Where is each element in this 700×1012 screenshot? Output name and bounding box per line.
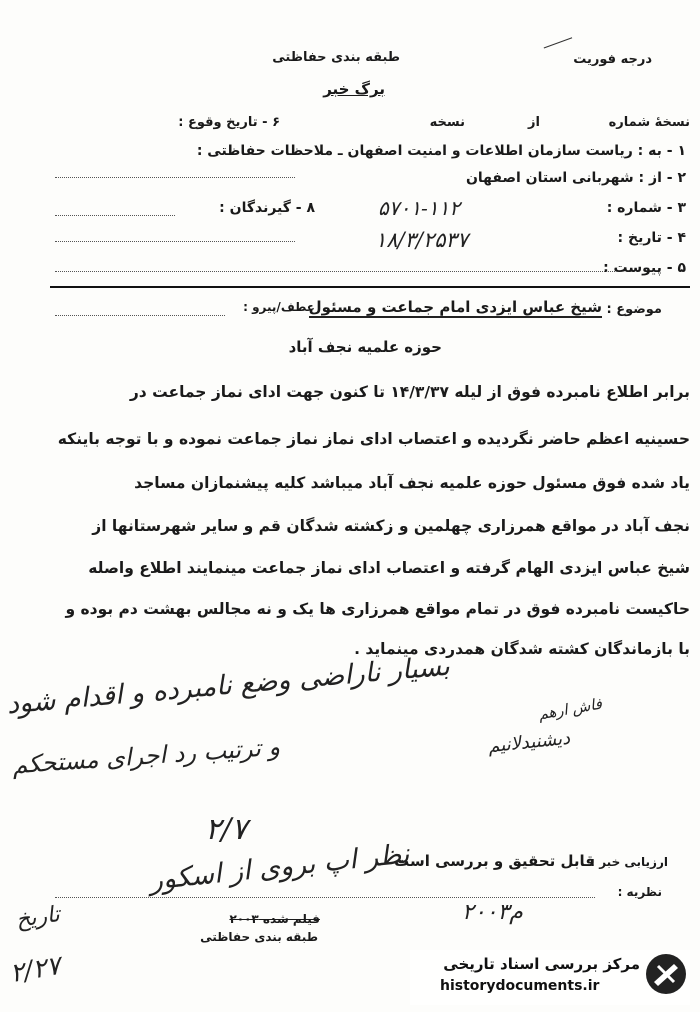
- subject-value: شیخ عباس ایزدی امام جماعت و مسئول: [308, 298, 602, 316]
- body-line-4: نجف آباد در مواقع همرزاری چهلمین و زکشته شدگان قم و سایر شهرستانها از: [92, 517, 690, 535]
- handwritten-date-mark: ۲/۲۷: [7, 950, 63, 990]
- handwritten-note-aside: فاش ارهم: [536, 694, 604, 724]
- watermark-url: historydocuments.ir: [440, 978, 600, 994]
- body-line-2: حسینیه اعظم حاضر نگردیده و اعتصاب ادای نماز نماز جماعت نموده و با توجه باینکه: [57, 430, 690, 448]
- priority-stroke: [544, 37, 577, 59]
- form-title: برگ خبر: [323, 80, 385, 98]
- watermark-org: مرکز بررسی اسناد تاریخی: [443, 955, 640, 973]
- body-line-6: حاکیست نامبرده فوق در تمام مواقع همرزاری ها یک و نه مجالس بهشت دم بوده و: [65, 600, 690, 618]
- field-number-value: ۵۷۰۱-۱۱۲: [378, 196, 460, 220]
- date-label-hand: تاریخ: [14, 902, 62, 933]
- handwritten-signature: نظر اپ بروی از اسکور: [148, 838, 411, 897]
- dots-date: [55, 240, 295, 242]
- classification-bottom: طبقه بندی حفاظتی: [200, 930, 318, 944]
- classification-top: طبقه بندی حفاظتی: [272, 50, 400, 65]
- field-from: ۲ - از : شهربانی استان اصفهان: [465, 170, 686, 186]
- handwritten-number-mark: ۲/۷: [205, 812, 248, 847]
- handwritten-stamp-mark: ۲۰۰۳م: [462, 900, 523, 925]
- evaluation-label: ارزیابی خبر :: [590, 855, 668, 869]
- opinion-label: نظریه :: [617, 885, 662, 899]
- subject-line2: حوزه علمیه نجف آباد: [288, 338, 442, 356]
- of-label: از: [528, 115, 540, 130]
- subject-suffix: عطف/پیرو :: [243, 300, 315, 314]
- handwritten-note-2: و ترتیب رد اجرای مستحکم: [11, 732, 281, 780]
- body-line-5: شیخ عباس ایزدی الهام گرفته و اعتصاب ادای نماز جماعت مینمایند اطلاع واصله: [88, 559, 690, 577]
- field-number-label: ۳ - شماره :: [606, 200, 686, 216]
- field-recipients-label: ۸ - گیرندگان :: [219, 200, 315, 216]
- body-line-3: یاد شده فوق مسئول حوزه علمیه نجف آباد میباشد کلیه پیشنمازان مساجد: [134, 474, 690, 492]
- handwritten-note-1: بسیار ناراضی وضع نامبرده و اقدام شود: [5, 650, 451, 721]
- dots-attachment: [55, 270, 615, 272]
- watermark-logo-icon: [644, 952, 688, 996]
- copy-label: نسخه: [429, 115, 465, 130]
- field-date-value: ۱۸/۳/۲۵۳۷: [375, 228, 469, 252]
- dots-opinion: [55, 896, 595, 898]
- handwritten-note-3: دیشنیدلانیم: [487, 727, 571, 758]
- header-rule: [50, 286, 690, 288]
- body-line-7: با بازماندگان کشته شدگان همدردی مینماید .: [354, 640, 690, 658]
- date-of-event-label: ۶ - تاریخ وقوع :: [178, 115, 280, 130]
- evaluation-value: قابل تحقیق و بررسی است: [394, 852, 595, 870]
- priority-label: درجه فوریت: [573, 52, 652, 67]
- subject-label: موضوع :: [606, 302, 662, 317]
- body-line-1: برابر اطلاع نامبرده فوق از لیله ۱۴/۳/۳۷ تا کنون جهت ادای نماز جماعت در: [129, 383, 690, 401]
- dots-recipients: [55, 214, 175, 216]
- classification-bottom-strike: فیلم شده ۲۰۰۳: [229, 912, 320, 926]
- field-attachment-label: ۵ - پیوست :: [603, 260, 686, 276]
- copy-number-label: نسخهٔ شماره: [608, 115, 690, 130]
- dots-from: [55, 176, 295, 178]
- field-date-label: ۴ - تاریخ :: [617, 230, 686, 246]
- dots-subject: [55, 314, 225, 316]
- field-to: ۱ - به : ریاست سازمان اطلاعات و امنیت اصفهان ـ ملاحظات حفاظتی :: [196, 143, 686, 159]
